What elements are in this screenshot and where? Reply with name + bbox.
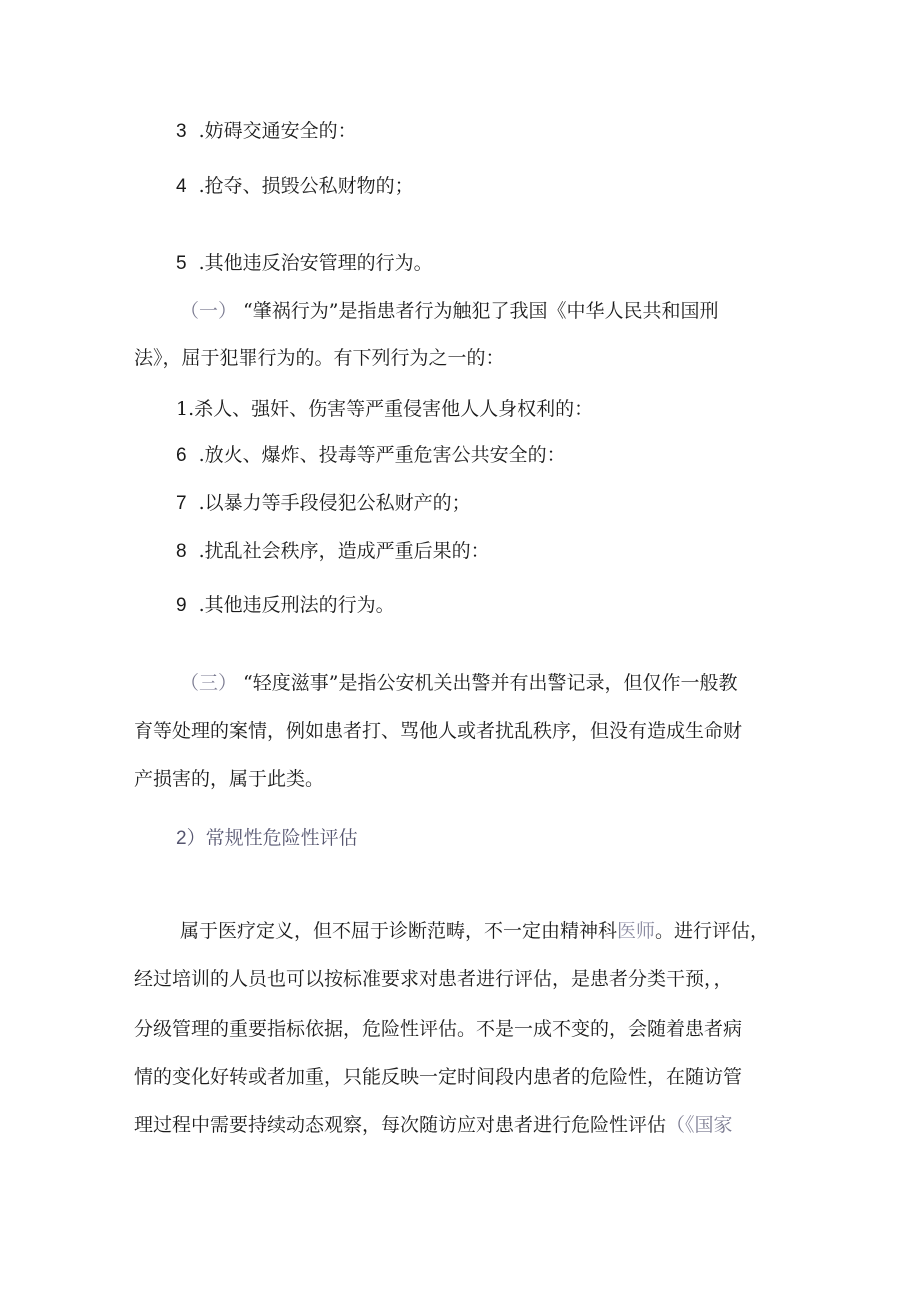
list-text: .抢夺、损毁公私财物的；: [198, 175, 414, 197]
section-text: “肇祸行为”是指患者行为触犯了我国《中华人民共和国刑: [243, 300, 719, 322]
list-number: 4: [176, 176, 187, 197]
list-item-8: [176, 538, 490, 565]
list-text: .其他违反治安管理的行为。: [198, 252, 433, 274]
paragraph-text: 理过程中需要持续动态观察，每次随访应对患者进行危险性评估: [134, 1114, 667, 1136]
list-number: 3: [176, 121, 187, 142]
paragraph-line-1: [180, 918, 769, 944]
section-text: “轻度滋事”是指公安机关出警并有出警记录，但仅作一般教: [243, 672, 738, 694]
list-number: 5: [176, 253, 187, 274]
doctor-link[interactable]: 医师: [617, 920, 656, 942]
section-one-line-2: 法》，屈于犯罪行为的。有下列行为之一的：: [134, 347, 505, 369]
list-item-7: [176, 490, 471, 517]
list-item-1: 1.杀人、强奸、伤害等严重侵害他人人身权利的：: [176, 398, 594, 420]
list-text: .扰乱社会秩序，造成严重后果的：: [198, 540, 490, 562]
paragraph-line-5: [134, 1112, 733, 1138]
list-number: 8: [176, 541, 187, 562]
list-item-3: [176, 118, 357, 145]
section-three-line-3: 产损害的，属于此类。: [134, 768, 325, 790]
section-marker: （三）: [180, 672, 238, 694]
paragraph-line-4: 情的变化好转或者加重，只能反映一定时间段内患者的危险性，在随访管: [134, 1066, 743, 1088]
list-item-9: [176, 592, 395, 619]
paragraph-text-tail: （《国家: [666, 1114, 733, 1136]
list-text: .放火、爆炸、投毒等严重危害公共安全的：: [198, 444, 566, 466]
list-text: .以暴力等手段侵犯公私财产的；: [198, 492, 471, 514]
section-heading: 2）常规性危险性评估: [176, 828, 358, 849]
list-number: 9: [176, 595, 187, 616]
list-text: .妨碍交通安全的：: [198, 120, 357, 142]
list-number: 6: [176, 445, 187, 466]
paragraph-line-3: 分级管理的重要指标依据，危险性评估。不是一成不变的，会随着患者病: [134, 1018, 743, 1040]
list-text: .其他违反刑法的行为。: [198, 594, 395, 616]
section-three-line-1: [180, 670, 737, 696]
section-marker: （一）: [180, 300, 238, 322]
list-item-5: [176, 250, 433, 277]
list-number: 7: [176, 493, 187, 514]
paragraph-text: 属于医疗定义，但不屈于诊断范畴，不一定由精神科: [180, 920, 618, 942]
list-item-6: [176, 442, 566, 469]
paragraph-text: 。进行评估，: [655, 920, 770, 942]
list-item-4: [176, 173, 414, 200]
section-one-line-1: [180, 298, 718, 324]
paragraph-line-2: 经过培训的人员也可以按标准要求对患者进行评估，是患者分类干预，，: [134, 968, 733, 990]
section-three-line-2: 育等处理的案情，例如患者打、骂他人或者扰乱秩序，但没有造成生命财: [134, 720, 743, 742]
